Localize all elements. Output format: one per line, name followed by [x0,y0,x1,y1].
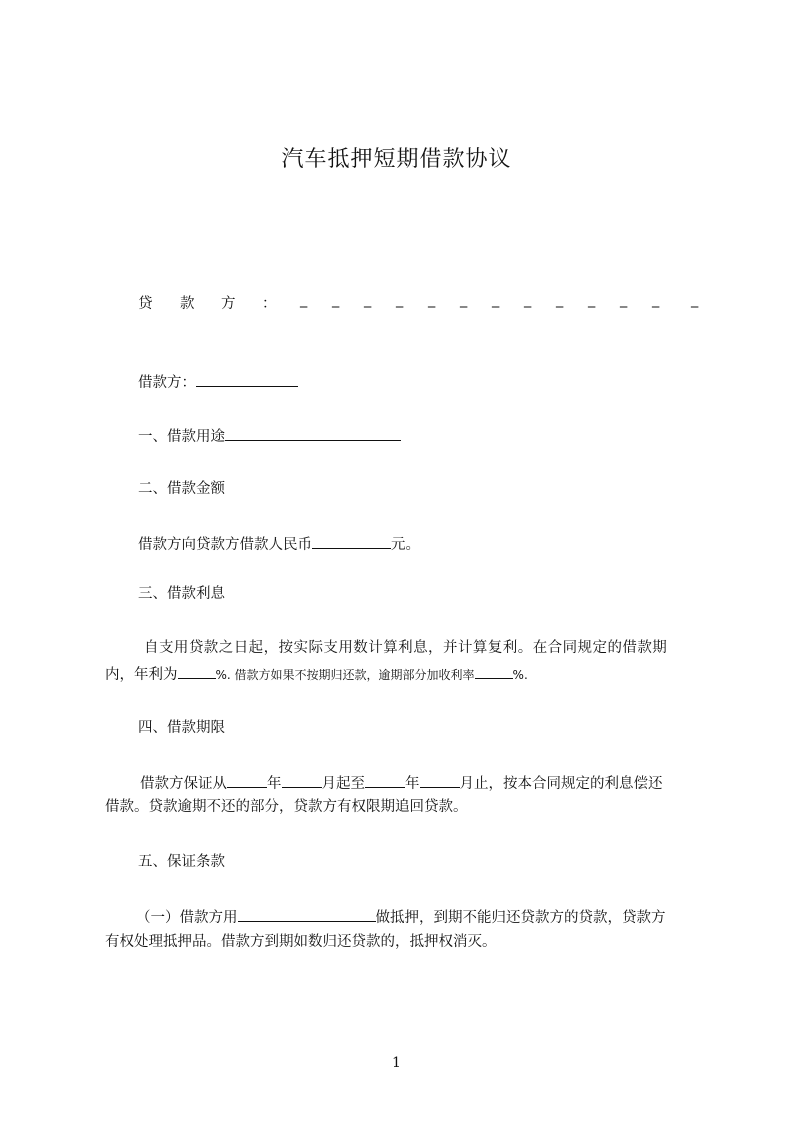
lender-char-2: 款 [180,296,195,312]
lender-colon: ： [262,296,277,312]
overdue-text: %. 借款方如果不按期归还款，逾期部分加收利率 [215,668,475,682]
lender-blank-dash: _ [691,292,699,308]
year-label: 年 [405,776,420,792]
guarantee-text-end: 做抵押，到期不能归还贷款方的贷款，贷款方 [375,910,666,926]
lender-blank-dash: _ [396,292,404,308]
annual-rate-label: 内，年利为 [105,667,178,683]
amount-line [138,533,420,555]
interest-paragraph-line-2 [105,663,528,685]
lender-blank-dash: _ [588,292,596,308]
lender-blank-dash: _ [428,292,436,308]
lender-blank-dash: _ [524,292,532,308]
lender-blank-dash: _ [620,292,628,308]
percent-sign: %. [512,668,528,682]
overdue-rate-blank[interactable] [475,663,513,679]
lender-blank-dash: _ [460,292,468,308]
page-number: 1 [392,1055,401,1071]
lender-blank-dash: _ [556,292,564,308]
start-year-blank[interactable] [227,772,267,788]
year-label: 年 [267,776,282,792]
guarantee-paragraph-line-1 [136,906,666,928]
start-month-blank[interactable] [282,772,322,788]
month-from-label: 月起至 [321,776,365,792]
lender-line [138,292,703,314]
section-3-heading: 三、借款利息 [138,586,225,602]
amount-text: 借款方向贷款方借款人民币 [138,537,312,553]
guarantee-text-start: （一）借款方用 [136,910,238,926]
purpose-blank[interactable] [225,425,401,441]
guarantee-paragraph-line-2: 有权处理抵押品。借款方到期如数归还贷款的，抵押权消灭。 [105,934,497,950]
section-1-heading: 一、借款用途 [138,429,225,445]
document-title: 汽车抵押短期借款协议 [281,147,512,172]
term-text-start: 借款方保证从 [140,776,227,792]
lender-blank-dash: _ [364,292,372,308]
amount-unit: 元。 [391,537,420,553]
annual-rate-blank[interactable] [178,663,216,679]
lender-char-1: 贷 [138,296,153,312]
lender-blank-dash: _ [300,292,308,308]
borrower-line [138,371,298,393]
borrower-label: 借款方： [138,375,196,391]
section-1-line [138,425,401,447]
term-paragraph-line-1 [140,772,663,794]
borrower-blank[interactable] [196,371,298,387]
interest-paragraph-line-1: 自支用贷款之日起，按实际支用数计算利息，并计算复利。在合同规定的借款期 [144,640,668,656]
lender-blank-dash: _ [332,292,340,308]
term-paragraph-line-2: 借款。贷款逾期不还的部分，贷款方有权限期追回贷款。 [105,799,468,815]
end-month-blank[interactable] [420,772,460,788]
lender-blank-dash: _ [492,292,500,308]
section-4-heading: 四、借款期限 [138,720,225,736]
lender-blank-dash: _ [652,292,660,308]
section-5-heading: 五、保证条款 [138,854,225,870]
amount-blank[interactable] [312,533,391,549]
end-year-blank[interactable] [365,772,405,788]
term-text-end: 月止，按本合同规定的利息偿还 [459,776,663,792]
collateral-blank[interactable] [238,906,376,922]
section-2-heading: 二、借款金额 [138,481,225,497]
lender-char-3: 方 [221,296,236,312]
